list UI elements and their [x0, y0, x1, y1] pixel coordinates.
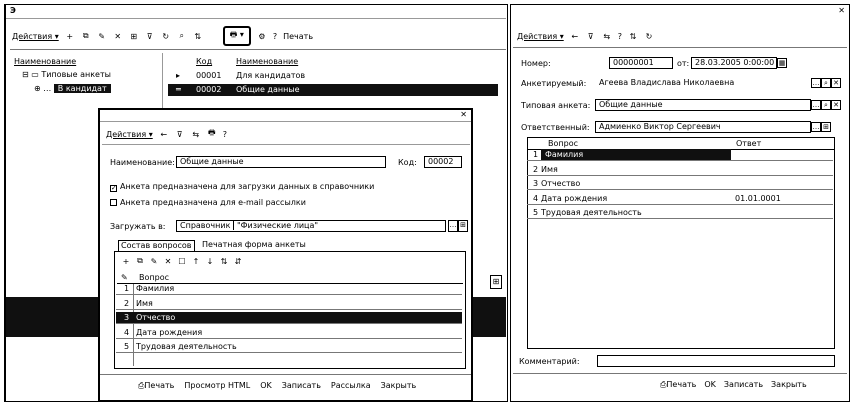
tree-root-label: Типовые анкеты	[41, 70, 111, 79]
question-text: Имя	[136, 298, 153, 308]
filter-icon[interactable]: ⊽	[176, 129, 183, 139]
right-print-button[interactable]	[660, 380, 696, 390]
tab-questions[interactable]: Состав вопросов	[118, 240, 195, 251]
question-row[interactable]	[116, 283, 462, 295]
copy-icon[interactable]: ⧉	[82, 31, 89, 40]
question-row[interactable]	[116, 327, 462, 339]
help-button[interactable]: ?	[272, 31, 278, 41]
code-field[interactable]: 00002	[424, 156, 462, 168]
print-button[interactable]	[138, 381, 174, 391]
mailing-button[interactable]: Рассылка	[330, 381, 371, 390]
delete-row-icon[interactable]: ✕	[164, 256, 172, 266]
responsible-field[interactable]: Адмиенко Виктор Сергеевич	[595, 121, 811, 133]
print-preview-button[interactable]: 🖶 ▾	[223, 26, 251, 46]
respondent-field[interactable]: Агеева Владислава Николаевна	[595, 77, 807, 89]
dialog-toolbar	[106, 127, 227, 141]
answer-row[interactable]	[527, 193, 833, 205]
questions-toolbar	[121, 254, 243, 268]
question-number: 3	[124, 313, 130, 322]
window-title-bar	[6, 5, 506, 19]
answer-question: Отчество	[541, 179, 581, 188]
right-close-button[interactable]: Закрыть	[771, 380, 807, 389]
right-toolbar	[517, 29, 654, 43]
number-field[interactable]: 00000001	[609, 57, 673, 69]
answer-number: 1	[533, 150, 539, 159]
question-text: Трудовая деятельность	[136, 342, 237, 351]
question-number: 5	[124, 342, 130, 351]
row-code: 00002	[196, 85, 222, 94]
app-icon: Э	[10, 6, 16, 15]
checkbox-icon	[110, 199, 117, 206]
load-type-field[interactable]	[176, 220, 446, 232]
filter-icon[interactable]: ⊽	[587, 31, 594, 41]
answer-row[interactable]	[527, 207, 833, 219]
row-name: Для кандидатов	[236, 71, 306, 80]
add-row-icon[interactable]: +	[122, 256, 130, 266]
sort-icon[interactable]: ⇅	[629, 31, 637, 41]
tree-header[interactable]: Наименование	[14, 57, 77, 66]
load-checkbox-label: Анкета предназначена для загрузки данных в справочники	[120, 182, 375, 191]
template-field[interactable]: Общие данные	[595, 99, 811, 111]
header-marker-icon: ✎	[121, 273, 128, 282]
respondent-clear-button[interactable]: ✕	[831, 78, 841, 88]
dialog-close-icon[interactable]: ✕	[460, 110, 467, 119]
load-into-label: Загружать в:	[110, 222, 166, 231]
right-help-button[interactable]: ?	[617, 31, 622, 41]
move-down-icon[interactable]: ↓	[206, 256, 214, 266]
answer-number: 4	[533, 193, 539, 203]
sort-icon[interactable]: ⇅	[194, 31, 202, 41]
answer-row[interactable]	[527, 149, 833, 161]
right-title-bar	[511, 5, 849, 19]
refresh-icon[interactable]: ↻	[162, 31, 170, 41]
delete-icon[interactable]: ✕	[114, 31, 122, 41]
answer-question: Фамилия	[541, 149, 731, 160]
select-button[interactable]: …	[448, 220, 458, 232]
dialog-help-button[interactable]: ?	[222, 129, 227, 139]
name-field[interactable]: Общие данные	[176, 156, 386, 168]
right-footer-separator	[513, 373, 847, 374]
sort-desc-icon[interactable]: ⇵	[234, 256, 242, 266]
row-code: 00001	[196, 71, 222, 80]
answer-question: Имя	[541, 164, 558, 174]
tree-child[interactable]	[34, 84, 111, 94]
question-number: 1	[124, 284, 130, 293]
template-select-button[interactable]: …	[812, 101, 820, 109]
folder-icon: ⊟ ▭	[22, 70, 42, 79]
responsible-select-button[interactable]: …	[812, 123, 820, 131]
respondent-select-button[interactable]: …	[812, 79, 820, 87]
col-question: Вопрос	[548, 139, 578, 148]
print-label: Печать	[144, 381, 175, 390]
column-divider	[133, 284, 134, 366]
ok-button[interactable]: OK	[260, 381, 272, 390]
right-save-button[interactable]: Записать	[723, 380, 764, 389]
row-name: Общие данные	[236, 85, 300, 94]
right-ok-button[interactable]: OK	[704, 380, 716, 389]
save-button[interactable]: Записать	[281, 381, 321, 390]
edit-row-icon[interactable]: ✎	[150, 256, 158, 266]
answer-number: 2	[533, 164, 539, 174]
template-label: Типовая анкета:	[521, 101, 591, 110]
actions-menu[interactable]: Действия ▾	[12, 31, 59, 41]
comment-label: Комментарий:	[519, 357, 580, 366]
answer-question: Трудовая деятельность	[541, 208, 642, 217]
dialog-footer-separator	[100, 374, 471, 375]
col-name[interactable]: Наименование	[236, 57, 299, 66]
copy-row-icon[interactable]: ⧉	[137, 256, 143, 265]
calendar-icon[interactable]: ▦	[778, 59, 786, 67]
preview-html-button[interactable]: Просмотр HTML	[184, 381, 251, 390]
find-icon[interactable]: ⌕	[179, 31, 184, 40]
answer-value[interactable]: 01.01.0001	[735, 193, 781, 203]
template-dialog	[98, 108, 473, 402]
col-answer: Ответ	[736, 139, 762, 148]
back-icon[interactable]: ←	[571, 31, 579, 41]
refresh-icon[interactable]: ↻	[645, 31, 653, 41]
code-label: Код:	[398, 158, 417, 167]
print-icon: ⎙	[138, 381, 145, 390]
answer-row[interactable]	[527, 178, 833, 190]
right-close-icon[interactable]: ✕	[838, 6, 845, 15]
end-edit-icon[interactable]: ☐	[178, 256, 186, 266]
answer-number: 5	[533, 208, 539, 217]
responsible-open-button[interactable]: ⊞	[821, 122, 831, 132]
dialog-title-bar	[100, 110, 471, 122]
checkbox-checked-icon: ✓	[111, 184, 117, 192]
expand-icon: ⊕ …	[34, 84, 54, 93]
comment-field[interactable]	[597, 355, 835, 367]
settings-icon[interactable]: ⚙	[258, 31, 266, 41]
load-type-value: Справочник	[180, 221, 234, 230]
structure-icon[interactable]: ⇆	[192, 129, 200, 139]
number-label: Номер:	[521, 59, 551, 68]
print-icon[interactable]: 🖶	[207, 128, 216, 137]
print-icon: ⎙	[660, 380, 667, 389]
right-footer	[660, 380, 807, 390]
question-text: Отчество	[136, 313, 176, 322]
question-row[interactable]	[116, 312, 462, 324]
toolbar-separator	[10, 49, 506, 50]
sort-asc-icon[interactable]: ⇅	[220, 256, 228, 266]
open-button[interactable]: ⊞	[458, 220, 468, 232]
move-up-icon[interactable]: ↑	[192, 256, 200, 266]
list-scrollbar[interactable]: ⊞	[490, 275, 502, 289]
load-object-value: "Физические лица"	[236, 221, 319, 230]
right-actions-menu[interactable]: Действия ▾	[517, 31, 564, 41]
question-text: Фамилия	[136, 284, 175, 293]
question-number: 2	[124, 298, 130, 308]
tree-child-label: В кандидат	[54, 84, 111, 93]
dialog-footer	[138, 381, 416, 391]
print-button[interactable]: Печать	[283, 31, 314, 41]
date-field[interactable]: 28.03.2005 0:00:00	[691, 57, 777, 69]
question-number: 4	[124, 327, 130, 337]
questions-header-label: Вопрос	[139, 273, 169, 282]
template-clear-button[interactable]: ✕	[831, 100, 841, 110]
tab-print-form[interactable]: Печатная форма анкеты	[202, 240, 306, 249]
right-toolbar-separator	[513, 47, 847, 48]
answer-row[interactable]	[527, 164, 833, 176]
date-label: от:	[677, 59, 690, 68]
name-label: Наименование:	[110, 158, 175, 167]
tree-root[interactable]	[22, 70, 111, 80]
answer-question: Дата рождения	[541, 193, 608, 203]
item-icon: ▸	[176, 71, 181, 80]
col-code[interactable]: Код	[196, 57, 213, 66]
load-checkbox[interactable]	[110, 182, 374, 192]
item-icon: ═	[176, 85, 181, 94]
question-row[interactable]	[116, 341, 462, 353]
template-open-button[interactable]: ⌕	[821, 100, 831, 110]
dialog-toolbar-separator	[102, 144, 470, 145]
email-checkbox[interactable]	[110, 198, 306, 208]
edit-icon[interactable]: ✎	[98, 31, 106, 41]
respondent-label: Анкетируемый:	[521, 79, 587, 88]
add-icon[interactable]: +	[66, 31, 74, 41]
back-icon[interactable]: ←	[160, 129, 168, 139]
catalog-toolbar	[12, 29, 507, 43]
question-text: Дата рождения	[136, 327, 203, 337]
structure-icon[interactable]: ⇆	[603, 31, 611, 41]
hierarchy-icon[interactable]: ⊞	[130, 31, 138, 41]
filter-icon[interactable]: ⊽	[146, 31, 153, 41]
answer-number: 3	[533, 179, 539, 188]
question-row[interactable]	[116, 298, 462, 310]
table-row[interactable]	[168, 84, 498, 96]
respondent-open-button[interactable]: ⌕	[821, 78, 831, 88]
right-print-label: Печать	[666, 380, 697, 389]
dialog-actions-menu[interactable]: Действия ▾	[106, 129, 153, 139]
email-checkbox-label: Анкета предназначена для e-mail рассылки	[120, 198, 306, 207]
responsible-label: Ответственный:	[521, 123, 590, 132]
close-button[interactable]: Закрыть	[380, 381, 417, 390]
table-row[interactable]	[168, 70, 498, 82]
